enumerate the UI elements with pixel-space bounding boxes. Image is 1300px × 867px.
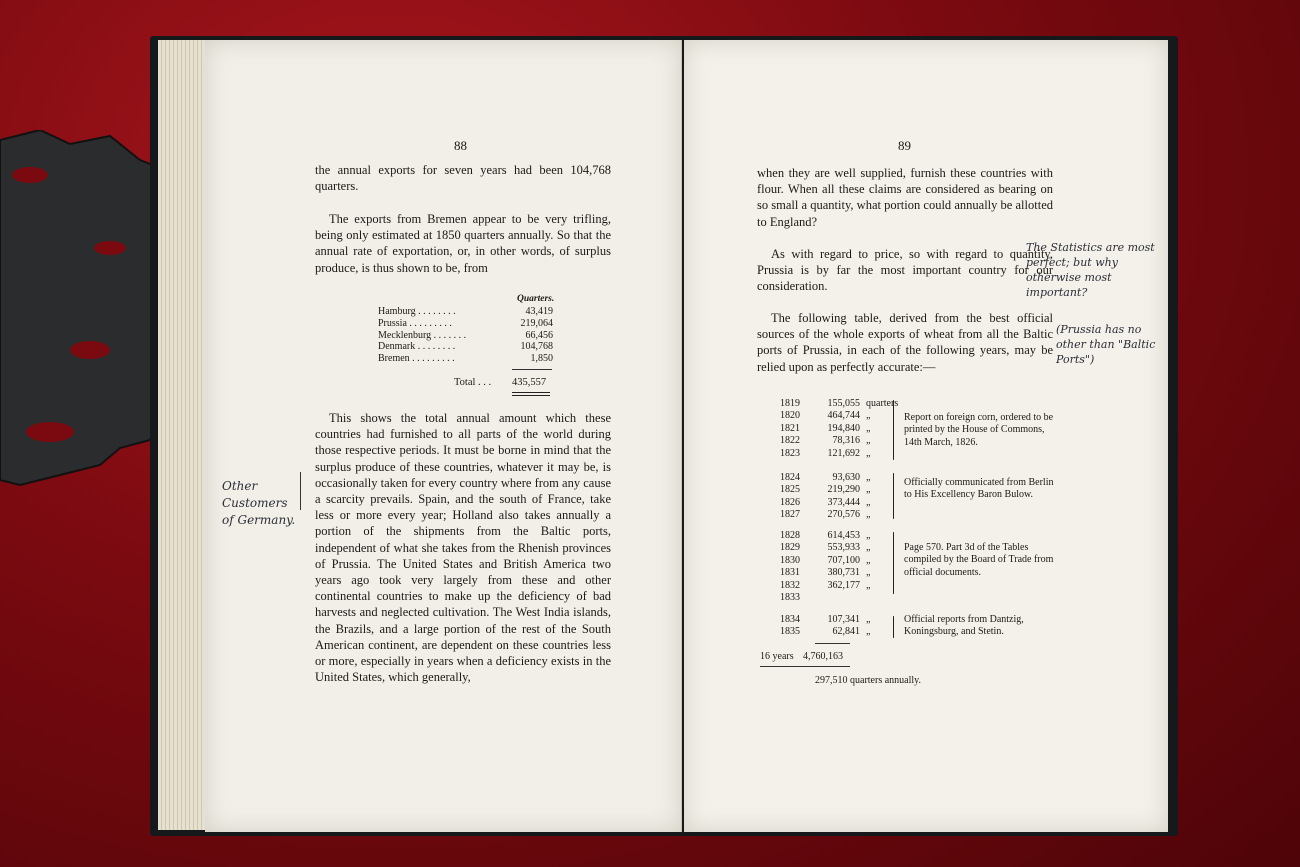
table-row: 1821 194,840 „: [780, 422, 871, 434]
annual-average: 297,510 quarters annually.: [815, 675, 921, 686]
table-row: Hamburg . . . . . . . . 43,419: [378, 306, 553, 317]
left-para-2: The exports from Bremen appear to be very trifling, being only estimated at 1850 quarters annually. So that the annual rate of exportation, or, in other words, of surplus produce, is thus shown to be, from: [315, 212, 611, 275]
table-row: 1820 464,744 „: [780, 410, 871, 422]
total-label: Total . . .: [454, 377, 492, 388]
page-number-left: 88: [454, 138, 467, 153]
sum-underline: [760, 666, 850, 667]
right-para-1: when they are well supplied, furnish these countries with flour. When all these claims are considered as bearing on so small a quantity, what portion could annually be allotted to England?: [757, 166, 1053, 229]
table-row: Mecklenburg . . . . . . . 66,456: [378, 329, 553, 341]
total-double-rule: [512, 392, 550, 396]
total-value: 435,557: [512, 377, 547, 388]
sum-rule: [815, 643, 850, 644]
handwritten-note-right-2: (Prussia has no other than "Baltic Ports"): [1056, 323, 1156, 366]
table-row: 1830 707,100 „: [780, 554, 871, 566]
year-group-4: [780, 614, 916, 639]
page-number-right: 89: [898, 138, 911, 153]
brace-3: [893, 532, 894, 594]
exports-table: [378, 306, 553, 365]
table-row: 1824 93,630 „: [780, 472, 871, 483]
table-row: 1828 614,453 „: [780, 530, 871, 541]
table-row: 1827 270,576 „: [780, 509, 871, 521]
table-row: 1832 362,177 „: [780, 579, 871, 591]
year-group-1: [780, 398, 916, 460]
year-group-2: [780, 472, 916, 522]
table-row: 1829 553,933 „: [780, 542, 871, 554]
table-row: Denmark . . . . . . . . 104,768: [378, 341, 553, 353]
source-note-1: Report on foreign corn, ordered to be printed by the House of Commons, 14th March, 1826.: [904, 412, 1054, 448]
brace-2: [893, 473, 894, 519]
right-para-2: As with regard to price, so with regard to quantity, Prussia is by far the most important country for our consideration.: [757, 247, 1053, 294]
page-edges: [158, 40, 210, 830]
table-row: 1831 380,731 „: [780, 567, 871, 579]
table-row: 1834 107,341 „: [780, 614, 871, 625]
sum-label: 16 years: [760, 651, 794, 662]
source-note-3: Page 570. Part 3d of the Tables compiled by the Board of Trade from official documents.: [904, 542, 1054, 578]
table-row: 1822 78,316 „: [780, 435, 871, 447]
table-row: 1826 373,444 „: [780, 496, 871, 508]
left-para-3: This shows the total annual amount which these countries had furnished to all parts of the world during those respective periods. It must be borne in mind that the surplus produce of these countries, whatever it may be, is occasionally taken for every country where from any cause a scarcity prevails. Spain, and the south of France, take less or more every year; Holland also takes annually a portion of the shipments from the Baltic ports, independent of what she takes from the Rhenish provinces of Prussia. The United States and British America two years ago took very largely from these and other continental countries to make up the deficiency of bad harvests and neglected cultivation. The West India islands, the Brazils, and a large portion of the rest of the South American continent, are dependent on these countries less or more, especially in years when a deficiency exists in the United States, which generally,: [315, 411, 611, 685]
source-note-2: Officially communicated from Berlin to His Excellency Baron Bulow.: [904, 477, 1054, 501]
quarters-header: Quarters.: [517, 294, 555, 304]
right-para-3: The following table, derived from the best official sources of the whole exports of wheat from all the Baltic ports of Prussia, in each of the following years, may be relied upon as perfectly accurate:—: [757, 311, 1053, 374]
table-row: 1823 121,692 „: [780, 447, 871, 459]
table-row: Bremen . . . . . . . . . 1,850: [378, 353, 553, 365]
table-row: Prussia . . . . . . . . . 219,064: [378, 317, 553, 329]
year-group-3: [780, 530, 916, 604]
table-row: 1835 62,841 „: [780, 626, 871, 638]
source-note-4: Official reports from Dantzig, Koningsburg, and Stetin.: [904, 614, 1024, 638]
margin-bracket: [300, 472, 301, 510]
sum-value: 4,760,163: [803, 651, 843, 662]
handwritten-note-right-1: The Statistics are most perfect; but why otherwise most important?: [1026, 241, 1155, 299]
left-para-1: the annual exports for seven years had been 104,768 quarters.: [315, 163, 611, 194]
total-rule: [512, 369, 552, 370]
brace-1: [893, 400, 894, 460]
handwritten-note-left: Other Customers of Germany.: [222, 479, 296, 527]
table-row: 1819 155,055 quarters: [780, 398, 899, 409]
table-row: 1833: [780, 592, 800, 604]
table-row: 1825 219,290 „: [780, 484, 871, 496]
brace-4: [893, 616, 894, 638]
